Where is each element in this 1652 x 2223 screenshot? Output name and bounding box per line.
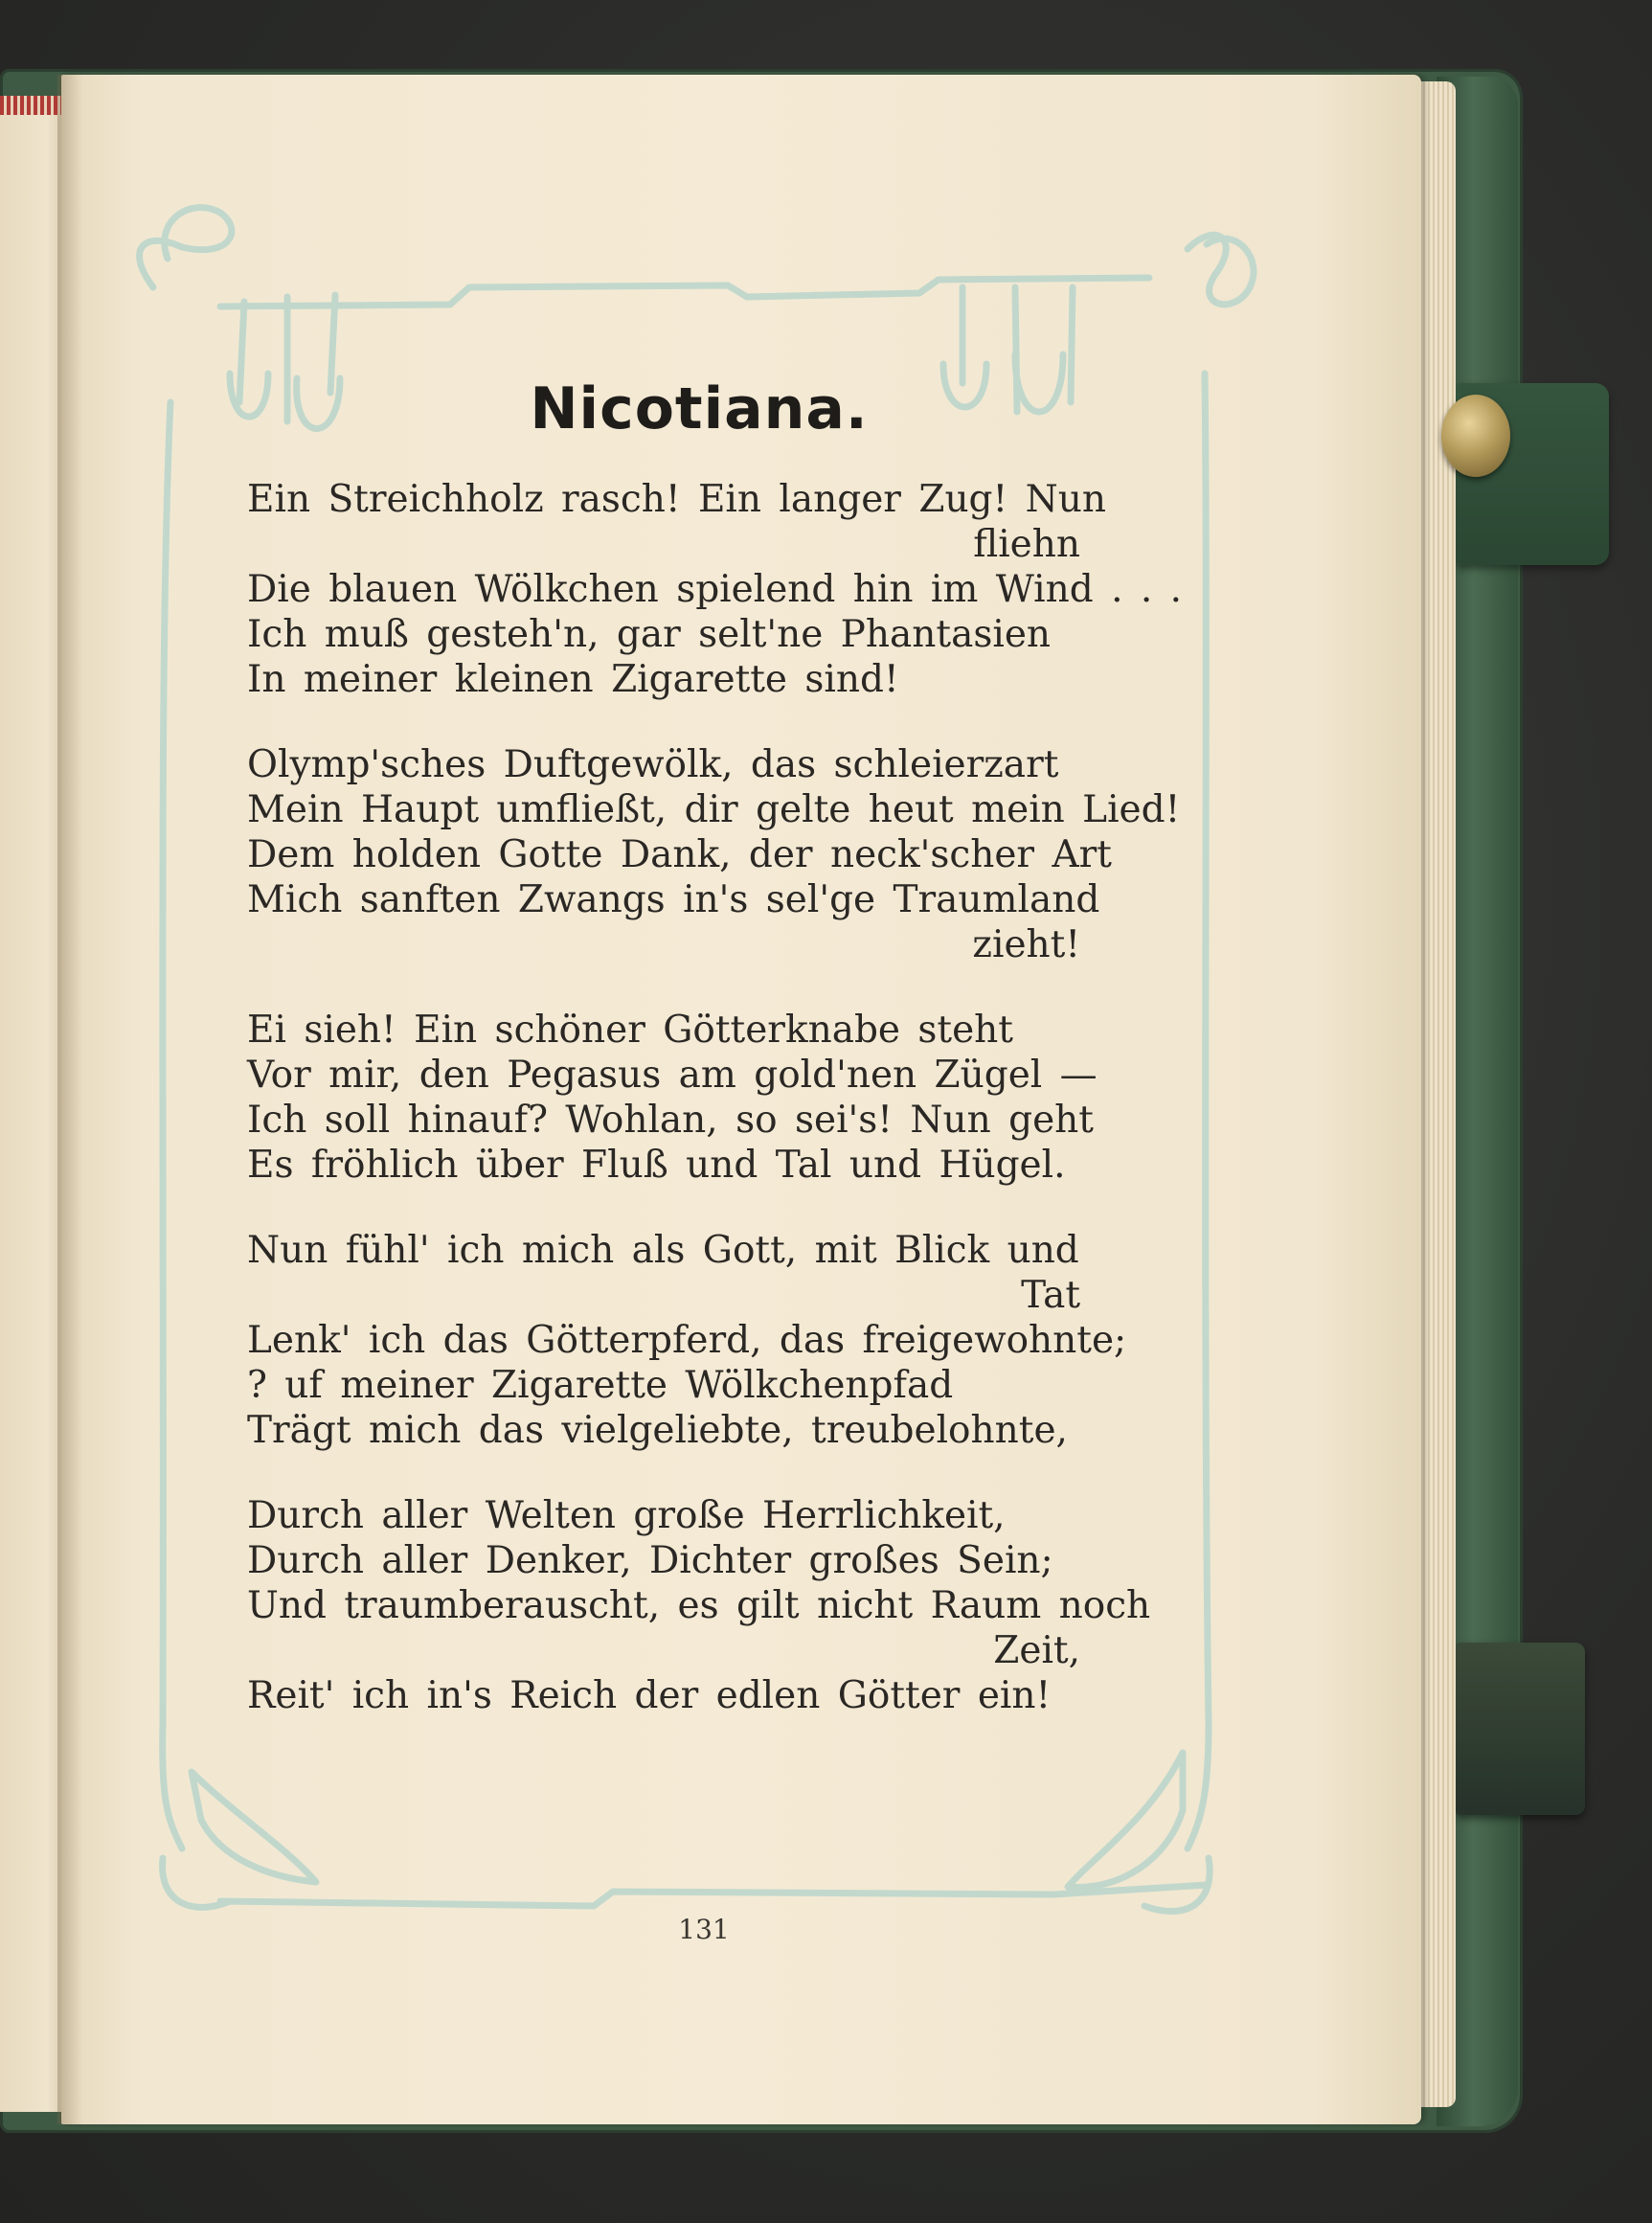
poem-line: Dem holden Gotte Dank, der neck'scher Art	[247, 833, 1112, 876]
poem-line: Und traumberauscht, es gilt nicht Raum noch	[247, 1584, 1151, 1627]
poem-body	[247, 477, 1183, 1758]
poem-line: Durch aller Denker, Dichter großes Sein;	[247, 1539, 1053, 1582]
stanza	[247, 477, 1183, 702]
stanza	[247, 1228, 1138, 1453]
poem-line: Es fröhlich über Fluß und Tal und Hügel.	[247, 1144, 1066, 1187]
poem-line: Ein Streichholz rasch! Ein langer Zug! Nun	[247, 478, 1106, 521]
poem-line: Die blauen Wölkchen spielend hin im Wind . . .	[247, 568, 1183, 611]
poem-line-continuation: Zeit,	[993, 1629, 1080, 1672]
poem-line: In meiner kleinen Zigarette sind!	[247, 658, 899, 701]
poem-line: Trägt mich das vielgeliebte, treubelohnte,	[247, 1409, 1068, 1452]
poem-line: Olymp'sches Duftgewölk, das schleierzart	[247, 743, 1059, 786]
stanza	[247, 742, 1181, 967]
poem-line-continuation: fliehn	[973, 523, 1080, 566]
page-number: 131	[678, 1914, 730, 1945]
poem-line: Durch aller Welten große Herrlichkeit,	[247, 1494, 1006, 1537]
poem-line-continuation: Tat	[1021, 1274, 1080, 1317]
lower-strap	[1456, 1643, 1585, 1815]
poem-line: Ei sieh! Ein schöner Götterknabe steht	[247, 1009, 1013, 1052]
poem-line: ? uf meiner Zigarette Wölkchenpfad	[247, 1364, 954, 1407]
poem-line: Mein Haupt umfließt, dir gelte heut mein Lied!	[247, 788, 1181, 831]
clasp-button	[1441, 395, 1510, 477]
stanza	[247, 1493, 1151, 1718]
poem-line: Vor mir, den Pegasus am gold'nen Zügel —	[247, 1054, 1098, 1097]
poem-line: Lenk' ich das Götterpferd, das freigewohnte;	[247, 1319, 1127, 1362]
poem-line: Ich soll hinauf? Wohlan, so sei's! Nun geht	[247, 1099, 1094, 1142]
poem-line: Nun fühl' ich mich als Gott, mit Blick und	[247, 1229, 1079, 1272]
stanza	[247, 1008, 1138, 1188]
poem-line: Reit' ich in's Reich der edlen Götter ein!	[247, 1674, 1052, 1717]
poem-line: Mich sanften Zwangs in's sel'ge Traumland	[247, 878, 1100, 921]
poem-line: Ich muß gesteh'n, gar selt'ne Phantasien	[247, 613, 1052, 656]
poem-title: Nicotiana.	[530, 375, 869, 442]
poem-line-continuation: zieht!	[972, 923, 1080, 966]
